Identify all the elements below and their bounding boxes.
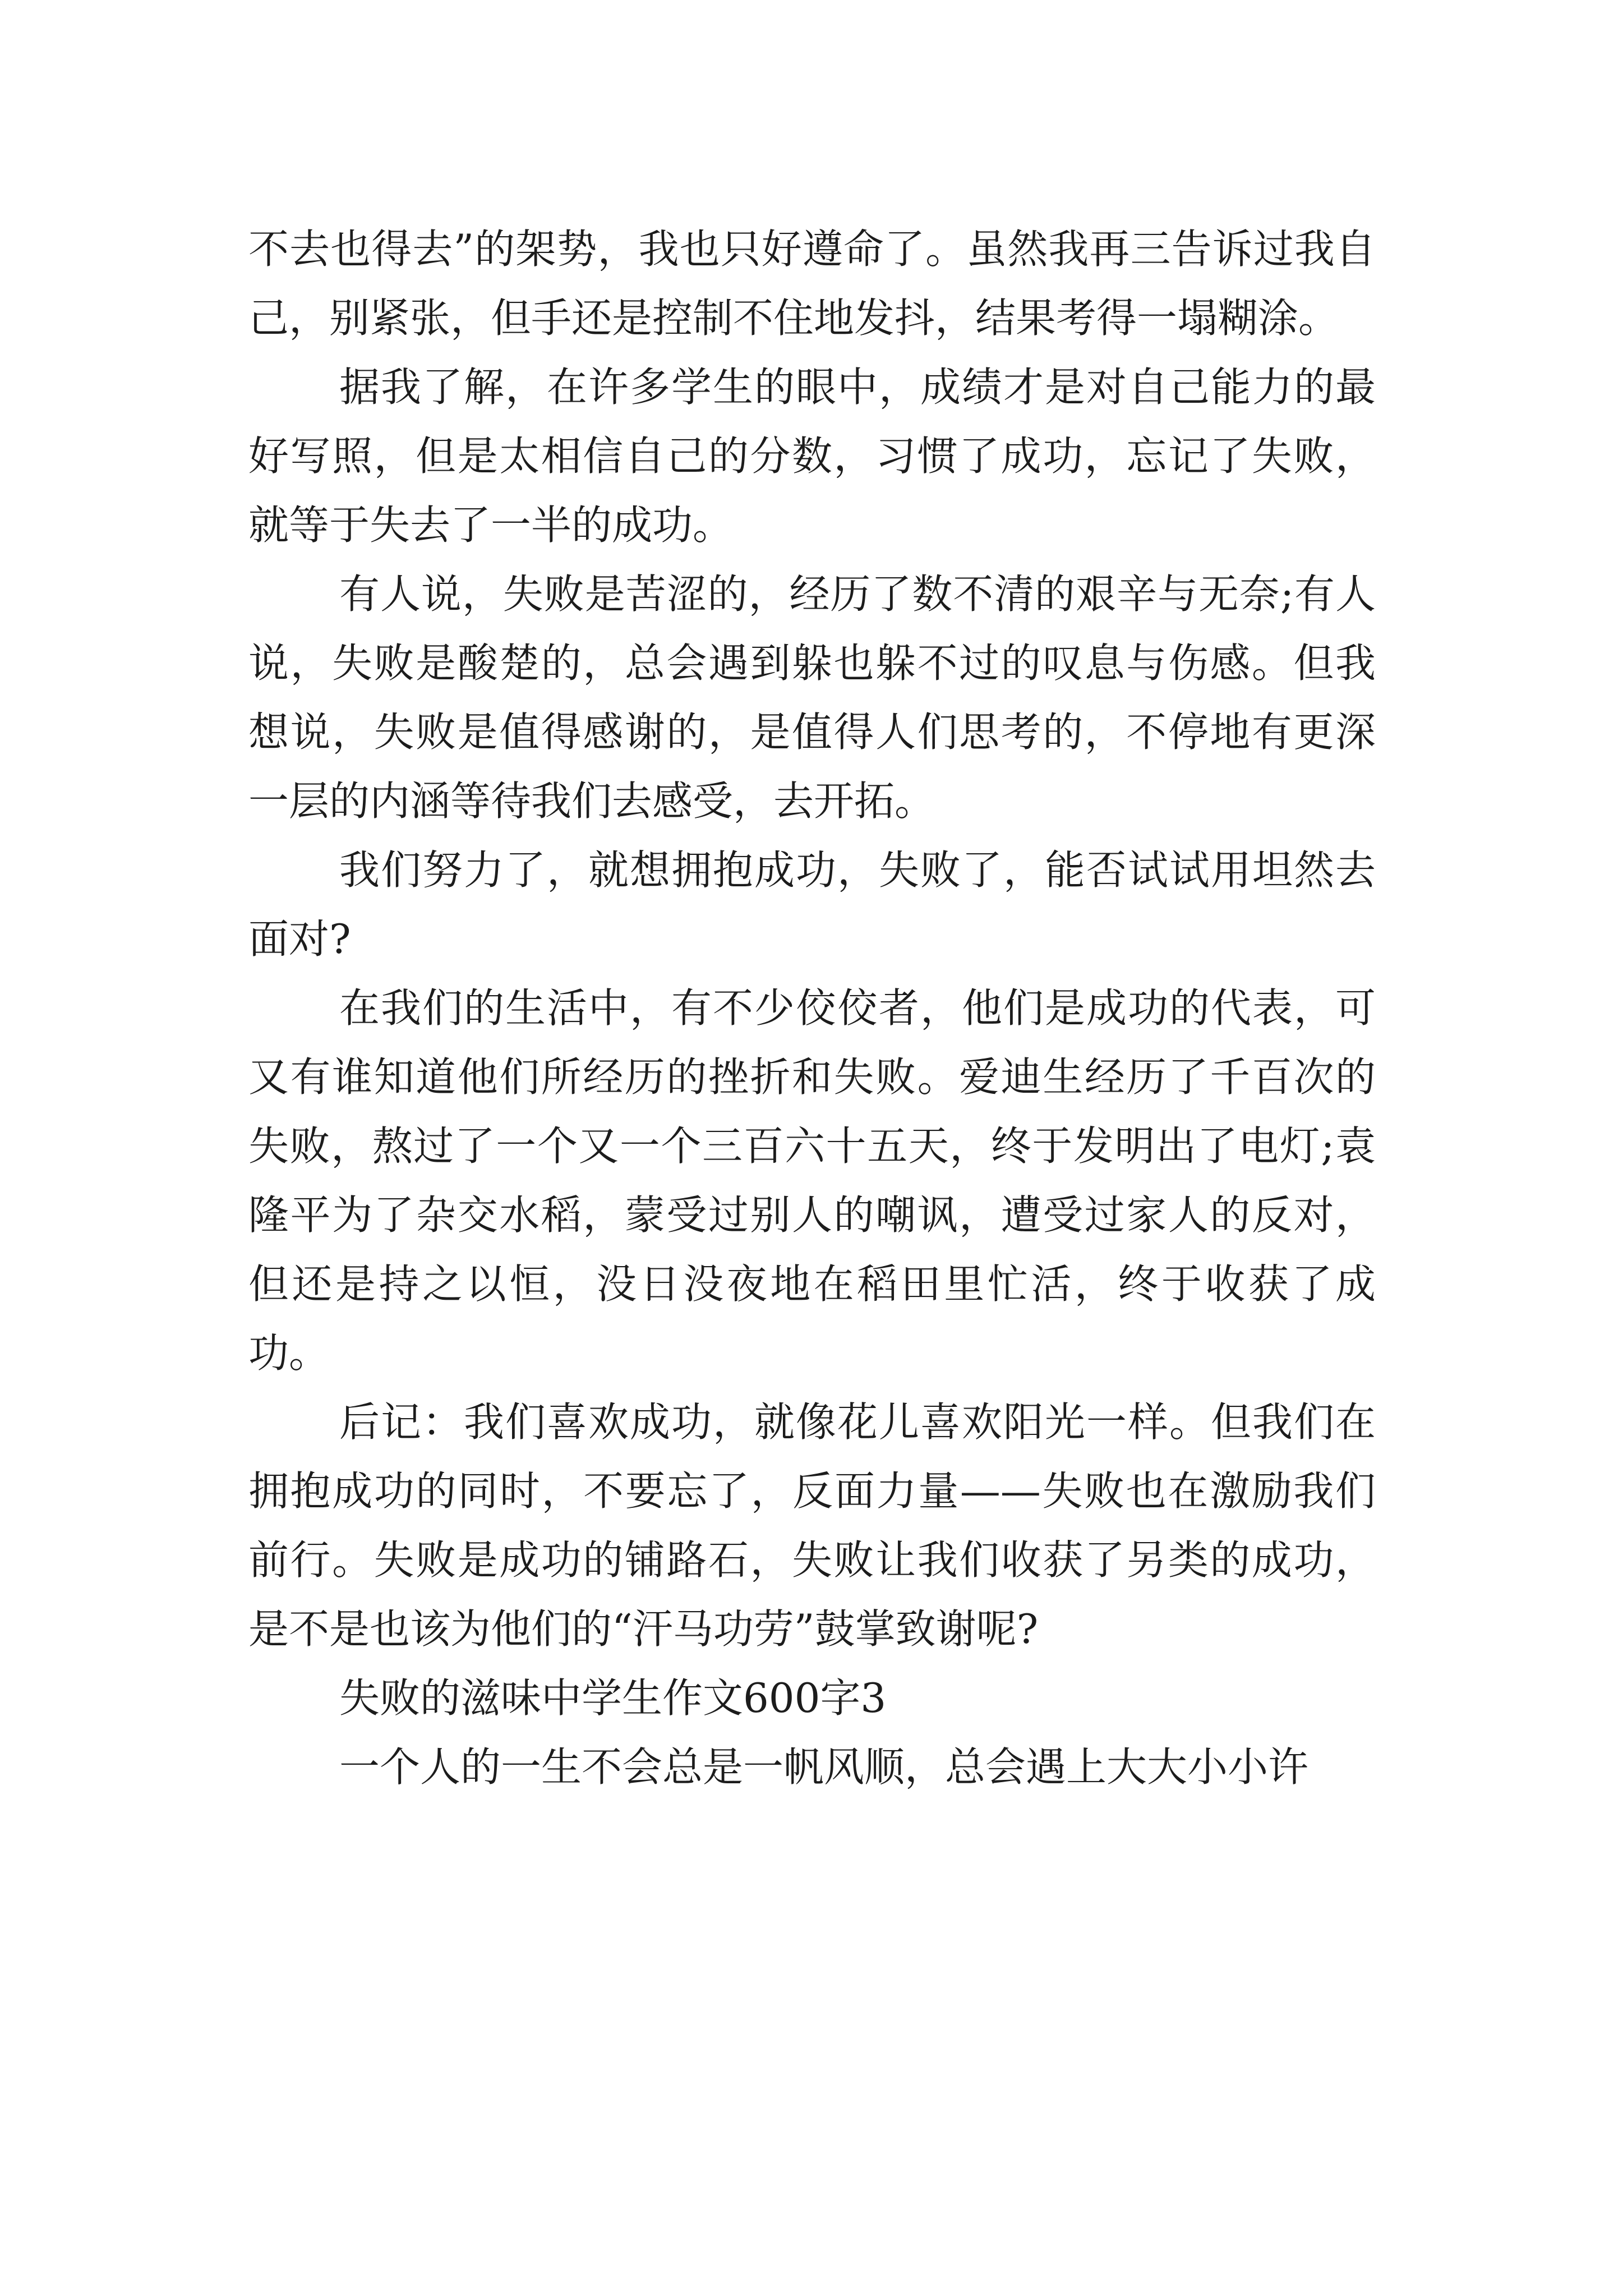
essay-body: [248, 215, 1376, 1802]
paragraph-new-essay-start: 一个人的一生不会总是一帆风顺，总会遇上大大小小许: [339, 1743, 1309, 1791]
paragraph-embrace-success: 我们努力了，就想拥抱成功，失败了，能否试试用坦然去面对?: [248, 846, 1376, 963]
essay-heading: 失败的滋味中学生作文600字3: [339, 1674, 887, 1722]
paragraph-grades: 据我了解，在许多学生的眼中，成绩才是对自己能力的最好写照，但是太相信自己的分数，习惯了成功，忘记了失败，就等于失去了一半的成功。: [248, 364, 1376, 549]
paragraph-examples: 在我们的生活中，有不少佼佼者，他们是成功的代表，可又有谁知道他们所经历的挫折和失败。爱迪生经历了千百次的失败，熬过了一个又一个三百六十五天，终于发明出了电灯;袁隆平为了杂交水稻，蒙受过别人的嘲讽，遭受过家人的反对，但还是持之以恒，没日没夜地在稻田里忙活，终于收获了成功。: [248, 984, 1376, 1377]
paragraph-continuation: 不去也得去”的架势，我也只好遵命了。虽然我再三告诉过我自己，别紧张，但手还是控制不住地发抖，结果考得一塌糊涂。: [248, 226, 1376, 342]
paragraph-bitter-failure: 有人说，失败是苦涩的，经历了数不清的艰辛与无奈;有人说，失败是酸楚的，总会遇到躲也躲不过的叹息与伤感。但我想说，失败是值得感谢的，是值得人们思考的，不停地有更深一层的内涵等待我们去感受，去开拓。: [248, 570, 1376, 825]
paragraph-afterword: 后记：我们喜欢成功，就像花儿喜欢阳光一样。但我们在拥抱成功的同时，不要忘了，反面力量——失败也在激励我们前行。失败是成功的铺路石，失败让我们收获了另类的成功，是不是也该为他们的“汗马功劳”鼓掌致谢呢?: [248, 1398, 1376, 1653]
